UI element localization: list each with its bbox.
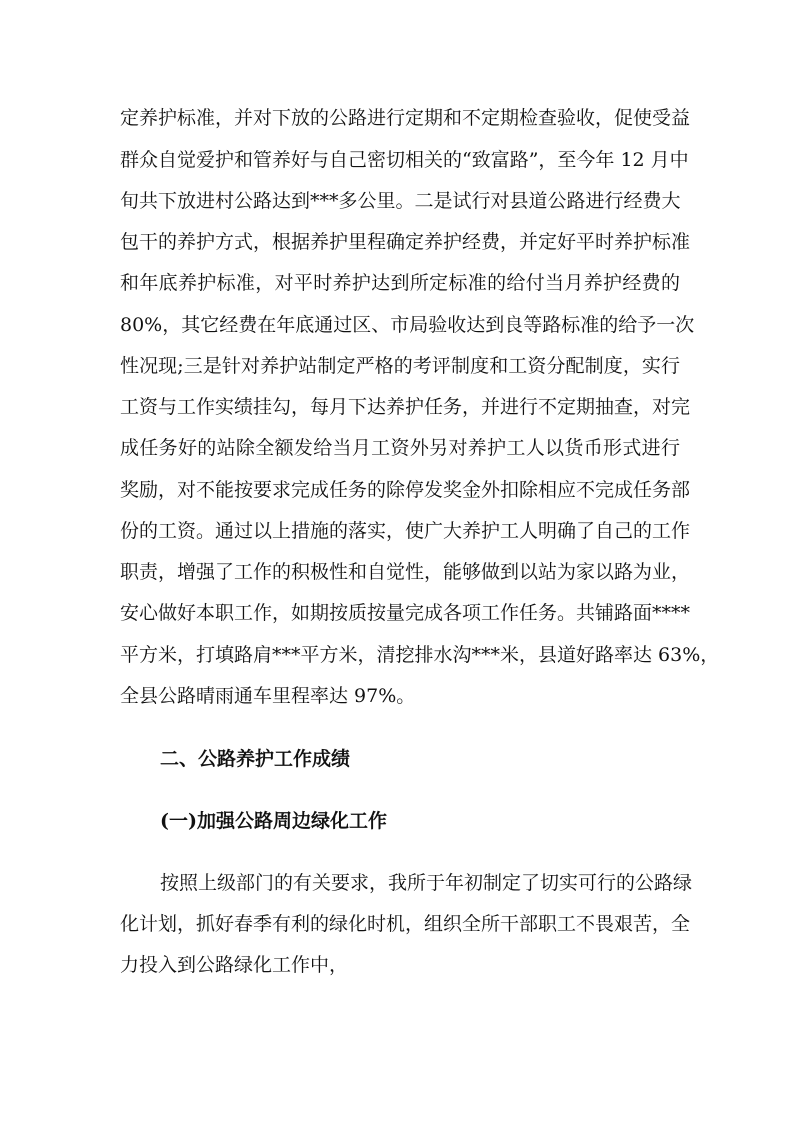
body-text-line: 性况现;三是针对养护站制定严格的考评制度和工资分配制度，实行	[120, 355, 680, 377]
body-text-line: 工资与工作实绩挂勾，每月下达养护任务，并进行不定期抽查，对完	[120, 396, 691, 418]
body-text-line: 成任务好的站除全额发给当月工资外另对养护工人以货币形式进行	[120, 437, 680, 459]
body-text-line-indent: 按照上级部门的有关要求，我所于年初制定了切实可行的公路绿	[160, 872, 693, 894]
body-text-line: 80%，其它经费在年底通过区、市局验收达到良等路标准的给予一次	[120, 314, 695, 336]
subsection-heading: (一)加强公路周边绿化工作	[160, 810, 387, 832]
body-text-line: 定养护标准，并对下放的公路进行定期和不定期检查验收，促使受益	[120, 107, 691, 129]
body-text-line: 群众自觉爱护和管养好与自己密切相关的“致富路”，至今年 12 月中	[120, 149, 689, 171]
body-text-line-last: 全县公路晴雨通车里程率达 97%。	[120, 685, 416, 707]
body-text-line: 和年底养护标准，对平时养护达到所定标准的给付当月养护经费的	[120, 272, 680, 294]
body-text-line: 旬共下放进村公路达到***多公里。二是试行对县道公路进行经费大	[120, 190, 681, 212]
section-heading: 二、公路养护工作成绩	[160, 748, 351, 770]
body-text-line: 奖励，对不能按要求完成任务的除停发奖金外扣除相应不完成任务部	[120, 479, 691, 501]
body-text-line: 化计划，抓好春季有利的绿化时机，组织全所干部职工不畏艰苦，全	[120, 913, 691, 935]
body-text-line: 平方米，打填路肩***平方米，清挖排水沟***米，县道好路率达 63%，	[120, 644, 720, 666]
body-text-line: 安心做好本职工作，如期按质按量完成各项工作任务。共铺路面****	[120, 602, 691, 624]
body-text-line-last: 力投入到公路绿化工作中，	[120, 954, 349, 976]
body-text-line: 份的工资。通过以上措施的落实，使广大养护工人明确了自己的工作	[120, 520, 691, 542]
body-text-line: 职责，增强了工作的积极性和自觉性，能够做到以站为家以路为业，	[120, 561, 691, 583]
body-text-line: 包干的养护方式，根据养护里程确定养护经费，并定好平时养护标准	[120, 231, 691, 253]
